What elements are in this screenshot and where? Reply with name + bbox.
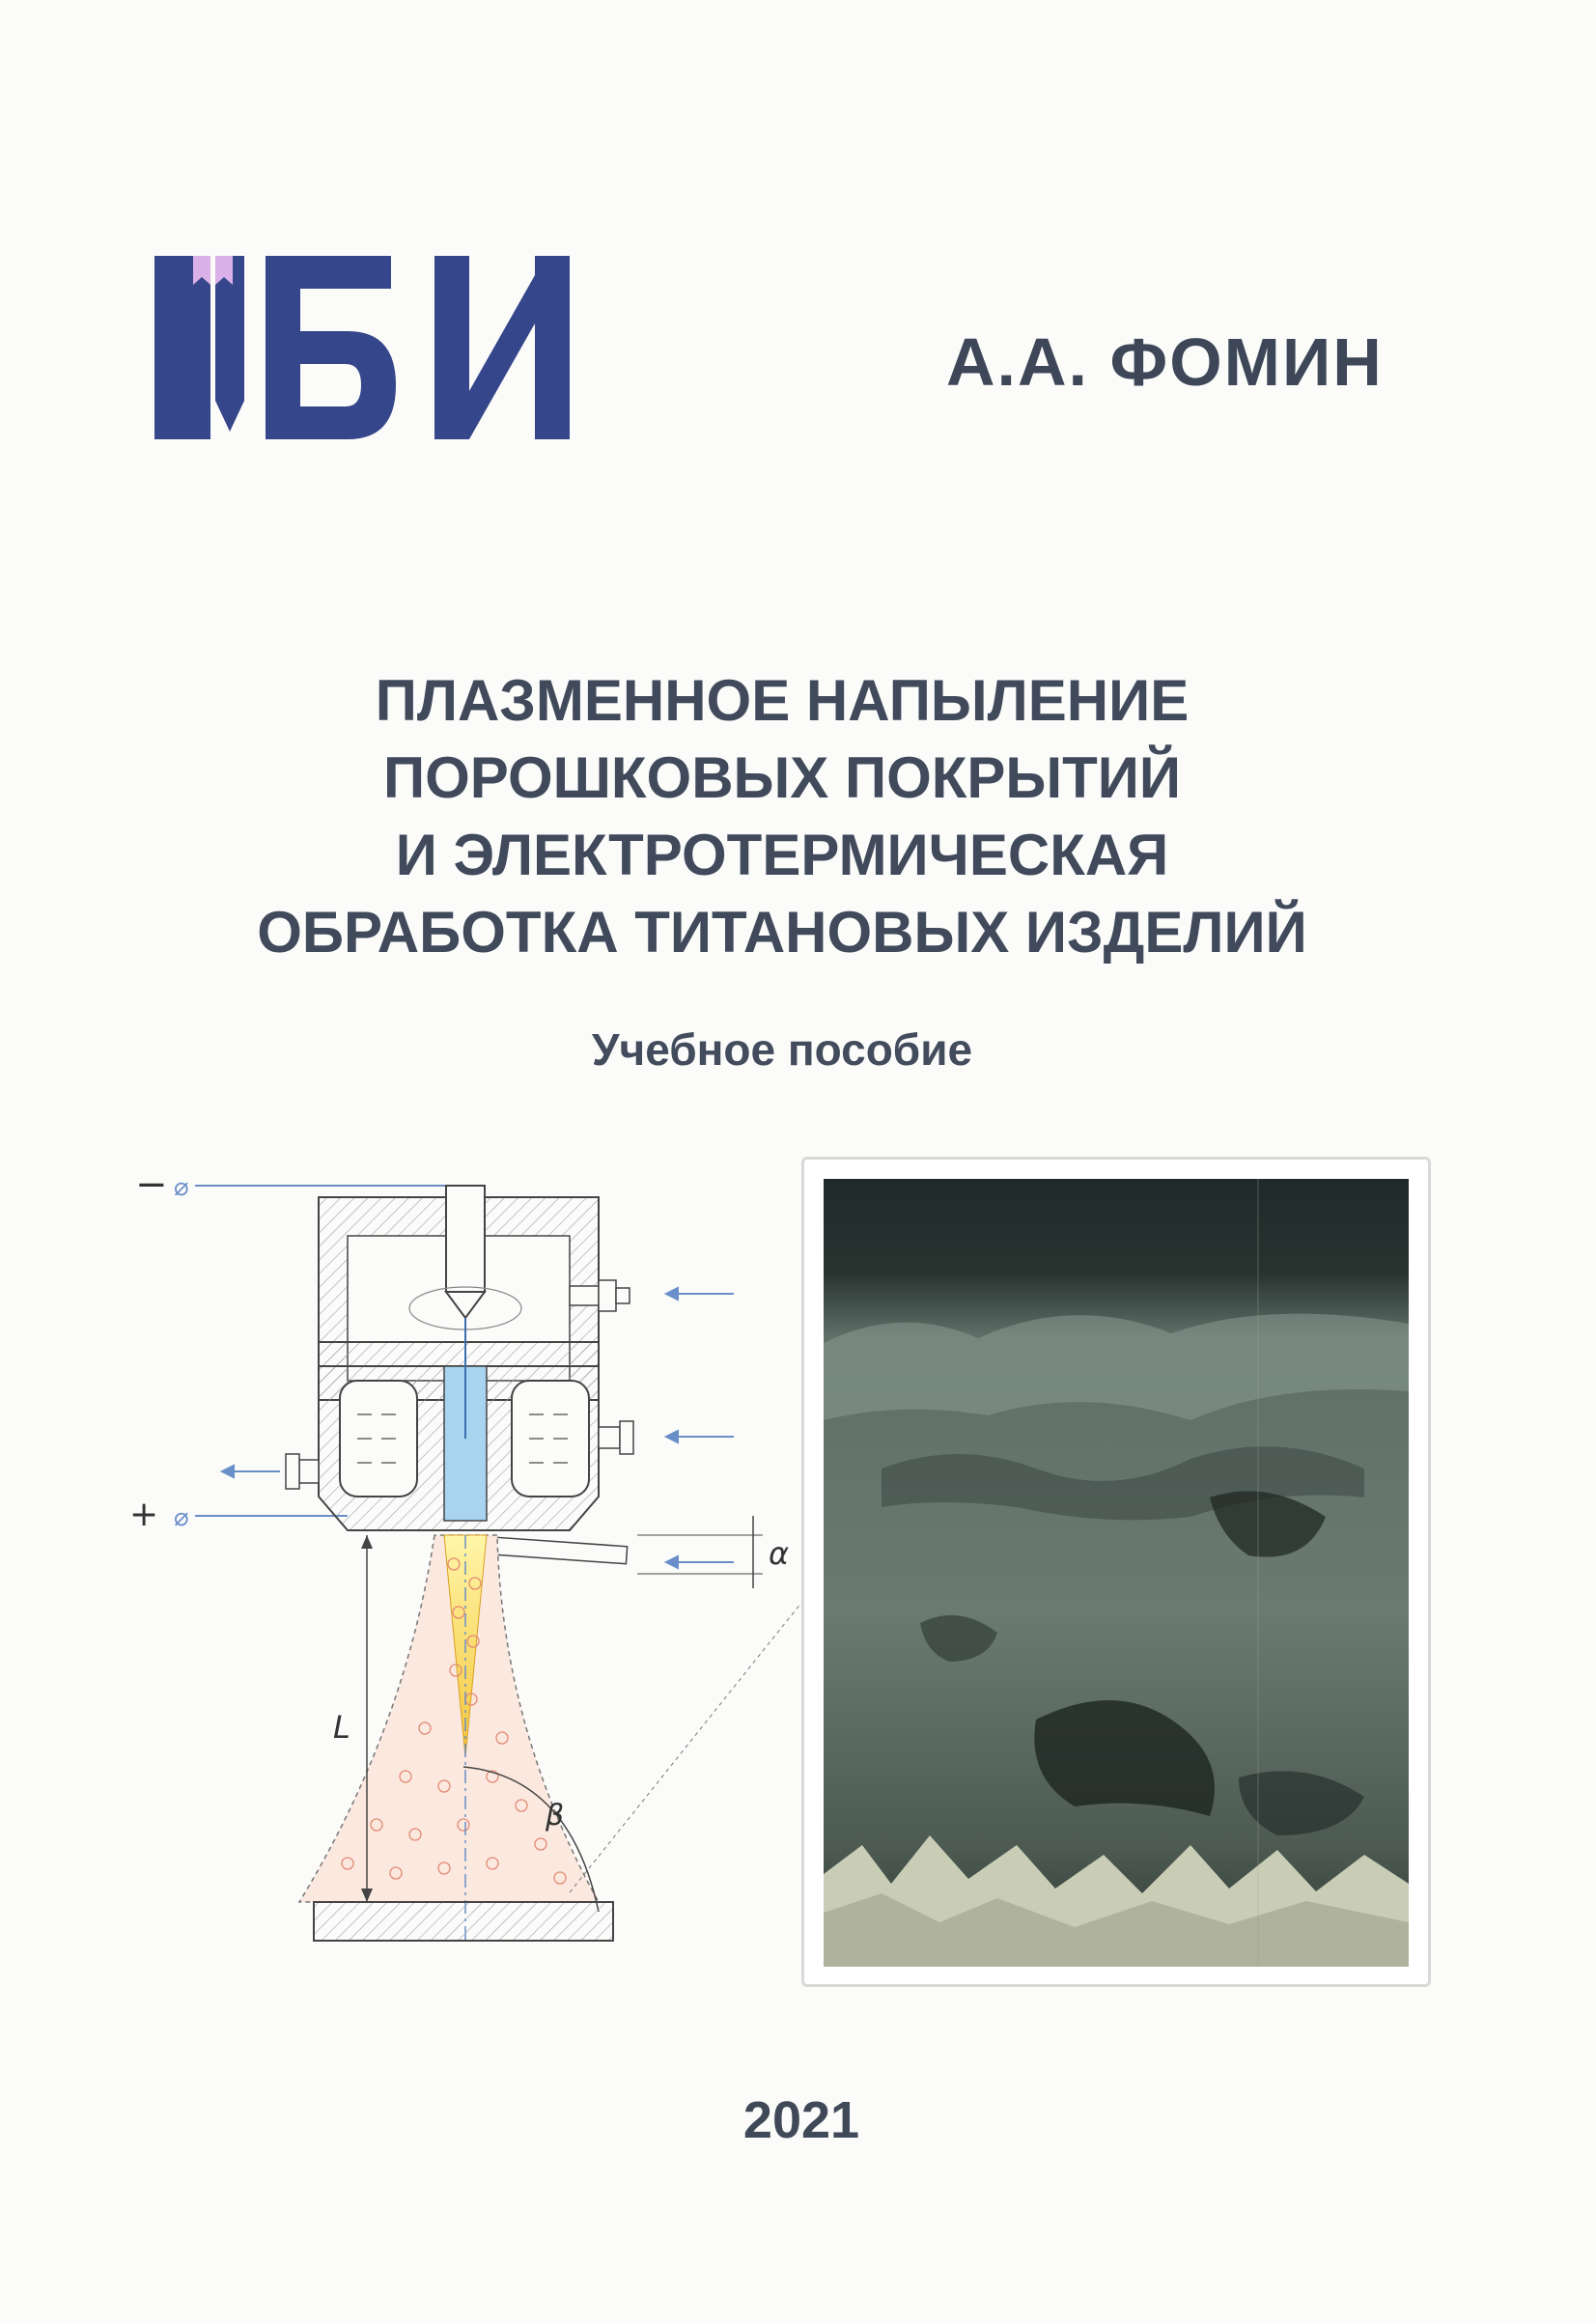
author-name: А.А. ФОМИН xyxy=(946,324,1384,400)
plasma-torch-diagram xyxy=(116,1149,811,1950)
publisher-logo xyxy=(154,256,570,439)
title-line: ОБРАБОТКА ТИТАНОВЫХ ИЗДЕЛИЙ xyxy=(257,900,1307,965)
microstructure-photo-frame xyxy=(801,1157,1431,1987)
plus-terminal-symbol: ⌀ xyxy=(174,1503,189,1532)
book-title xyxy=(116,662,1448,971)
insulator xyxy=(319,1342,599,1366)
length-label: L xyxy=(333,1709,350,1746)
powder-feed-tube xyxy=(491,1537,628,1564)
publication-year: 2021 xyxy=(742,2091,860,2149)
coating-microstructure-photo xyxy=(824,1179,1409,1967)
plus-terminal-label: + xyxy=(129,1495,159,1534)
minus-terminal-label: − xyxy=(135,1162,168,1207)
title-line: ПОРОШКОВЫХ ПОКРЫТИЙ xyxy=(382,745,1182,810)
title-line: И ЭЛЕКТРОТЕРМИЧЕСКАЯ xyxy=(395,823,1169,887)
beta-label: β xyxy=(546,1799,565,1833)
substrate xyxy=(314,1902,613,1941)
minus-terminal-symbol: ⌀ xyxy=(174,1173,189,1202)
book-subtitle: Учебное пособие xyxy=(591,1024,973,1075)
title-line: ПЛАЗМЕННОЕ НАПЫЛЕНИЕ xyxy=(375,668,1190,733)
alpha-label: α xyxy=(769,1535,790,1572)
